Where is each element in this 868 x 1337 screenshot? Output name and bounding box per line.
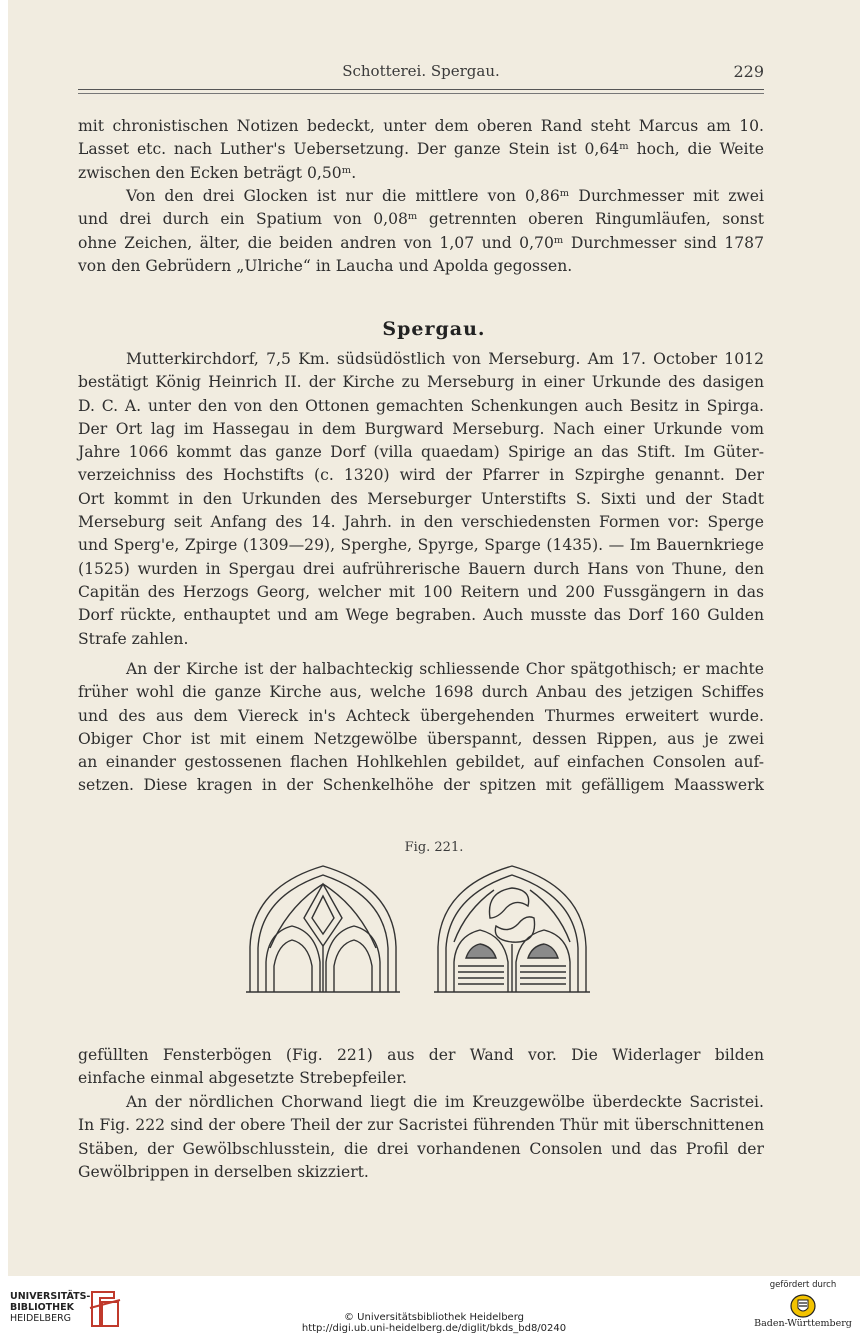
text-line: Gewölbrippen in derselben skizziert.	[78, 1162, 369, 1181]
state-crest-icon	[790, 1294, 816, 1318]
text-line: an einander gestossenen flachen Hohlkehlen gebildet, auf einfachen Consolen auf-	[78, 753, 764, 772]
text-line: D. C. A. unter den von den Ottonen gemachten Schenkungen auch Besitz in Spirga.	[78, 396, 764, 415]
text-line: setzen. Diese kragen in der Schenkelhöhe der spitzen mit gefälligem Maasswerk	[78, 776, 764, 795]
text-line: An der nördlichen Chorwand liegt die im Kreuzgewölbe überdeckte Sacristei.	[126, 1093, 764, 1111]
tracery-figure	[240, 862, 602, 1000]
text-line: von den Gebrüdern „Ulriche“ in Laucha und Apolda gegossen.	[78, 256, 573, 275]
text-line: gefüllten Fensterbögen (Fig. 221) aus der Wand vor. Die Widerlager bilden	[78, 1046, 764, 1064]
permalink[interactable]: http://digi.ub.uni-heidelberg.de/diglit/bkds_bd8/0240	[301, 1323, 567, 1334]
sponsor-name: Baden-Württemberg	[754, 1318, 852, 1329]
text-line: Mutterkirchdorf, 7,5 Km. südsüdöstlich von Merseburg. Am 17. October 1012	[126, 350, 764, 368]
library-name-line1: UNIVERSITÄTS-	[10, 1291, 91, 1302]
section-title: Spergau.	[382, 318, 486, 340]
library-name-line2: BIBLIOTHEK	[10, 1302, 74, 1313]
copyright-notice: © Universitätsbibliothek Heidelberg	[343, 1312, 524, 1323]
tracery-window-left	[246, 866, 400, 992]
page-header	[78, 62, 764, 86]
text-line: und drei durch ein Spatium von 0,08ᵐ getrennten oberen Ringumläufen, sonst	[78, 210, 764, 229]
sponsor-badge	[748, 1280, 858, 1329]
page-number: 229	[733, 62, 764, 81]
text-line: einfache einmal abgesetzte Strebepfeiler.	[78, 1069, 407, 1088]
viewer-footer	[0, 1276, 868, 1337]
text-line: Lasset etc. nach Luther's Uebersetzung. Der ganze Stein ist 0,64ᵐ hoch, die Weite	[78, 140, 764, 159]
header-rule-thin	[78, 93, 764, 94]
text-line: An der Kirche ist der halbachteckig schliessende Chor spätgothisch; er machte	[126, 660, 764, 678]
text-line: bestätigt König Heinrich II. der Kirche zu Merseburg in einer Urkunde des dasigen	[78, 373, 764, 392]
text-line: Strafe zahlen.	[78, 629, 189, 648]
text-line: Der Ort lag im Hassegau in dem Burgward Merseburg. Nach einer Urkunde vom	[78, 419, 764, 438]
library-name-line3: HEIDELBERG	[10, 1313, 72, 1324]
text-line: und des aus dem Viereck in's Achteck übergehenden Thurmes erweitert wurde.	[78, 706, 764, 725]
text-line: Dorf rückte, enthauptet und am Wege begraben. Auch musste das Dorf 160 Gulden	[78, 606, 764, 625]
text-line: Von den drei Glocken ist nur die mittlere von 0,86ᵐ Durchmesser mit zwei	[126, 187, 764, 205]
text-line: und Sperg'e, Zpirge (1309—29), Sperghe, Spyrge, Sparge (1435). — Im Bauernkriege	[78, 536, 764, 555]
paragraph-sacristy	[78, 1091, 764, 1184]
text-line: früher wohl die ganze Kirche aus, welche 1698 durch Anbau des jetzigen Schiffes	[78, 683, 764, 702]
text-line: Jahre 1066 kommt das ganze Dorf (villa quaedam) Spirige an das Stift. Im Güter-	[78, 443, 764, 462]
figure-caption: Fig. 221.	[404, 840, 464, 855]
text-line: Merseburg seit Anfang des 14. Jahrh. in den verschiedensten Formen vor: Sperge	[78, 513, 764, 532]
paragraph-inscription	[78, 115, 764, 185]
text-line: zwischen den Ecken beträgt 0,50ᵐ.	[78, 163, 357, 182]
scanned-page	[8, 0, 860, 1276]
text-line: Stäben, der Gewölbschlusstein, die drei vorhandenen Consolen und das Profil der	[78, 1139, 764, 1158]
paragraph-church	[78, 658, 764, 798]
text-line: ohne Zeichen, älter, die beiden andren von 1,07 und 0,70ᵐ Durchmesser sind 1787	[78, 233, 764, 252]
paragraph-bells	[78, 185, 764, 278]
text-line: Obiger Chor ist mit einem Netzgewölbe überspannt, dessen Rippen, aus je zwei	[78, 729, 764, 748]
sponsor-label: gefördert durch	[769, 1280, 837, 1290]
paragraph-history	[78, 348, 764, 651]
running-title: Schotterei. Spergau.	[342, 62, 500, 80]
paragraph-window-arches	[78, 1044, 764, 1091]
text-line: mit chronistischen Notizen bedeckt, unter dem oberen Rand steht Marcus am 10.	[78, 117, 764, 135]
text-line: In Fig. 222 sind der obere Theil der zur Sacristei führenden Thür mit überschnittenen	[78, 1116, 764, 1135]
tracery-window-right	[434, 866, 590, 992]
text-line: Capitän des Herzogs Georg, welcher mit 100 Reitern und 200 Fussgängern in das	[78, 582, 764, 601]
text-line: Ort kommt in den Urkunden des Merseburger Unterstifts S. Sixti und der Stadt	[78, 489, 764, 508]
header-rule	[78, 89, 764, 90]
text-line: verzeichniss des Hochstifts (c. 1320) wird der Pfarrer in Szpirghe genannt. Der	[78, 466, 764, 485]
text-line: (1525) wurden in Spergau drei aufrührerische Bauern durch Hans von Thune, den	[78, 559, 764, 578]
